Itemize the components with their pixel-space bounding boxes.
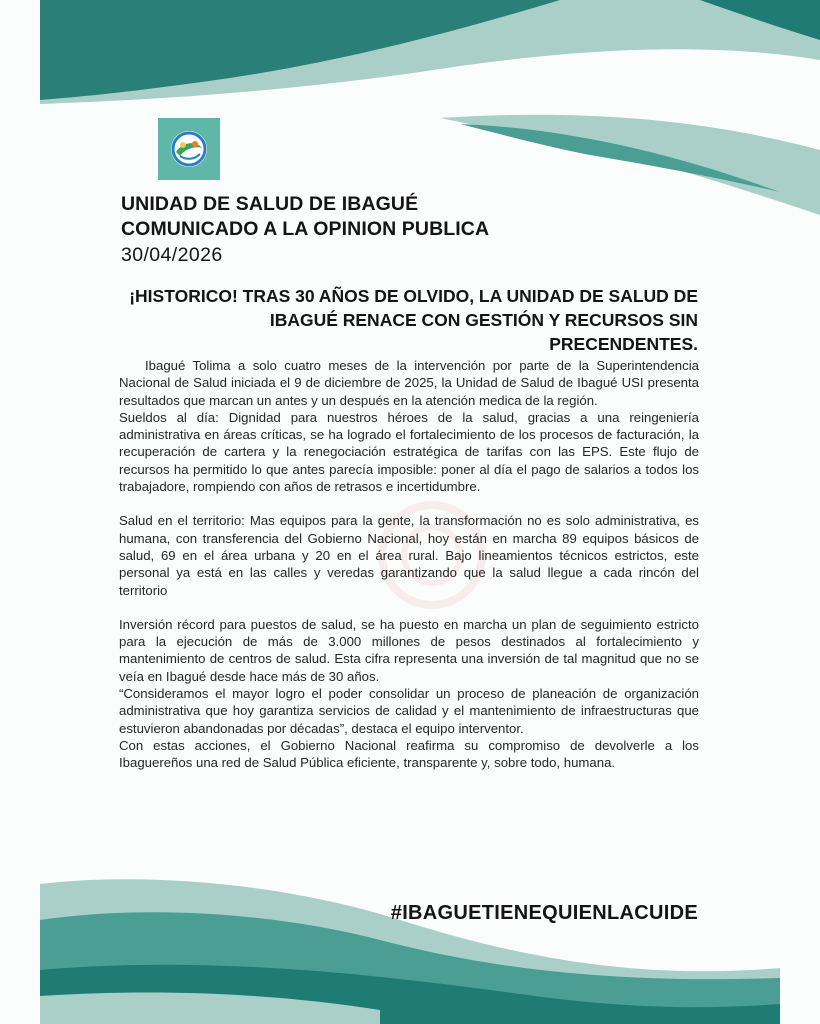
paragraph-salaries: Sueldos al día: Dignidad para nuestros héroes de la salud, gracias a una reingeniería administrativa en áreas críticas, se ha logrado el fortalecimiento de los procesos de facturación, la recuperación de cartera y la renegociación estratégica de tarifas con las EPS. Este flujo de recursos ha permitido lo que antes parecía imposible: poner al día el pago de salarios a todos los trabajadore, rompiendo con años de retrasos e incertidumbre.	[119, 409, 699, 495]
campaign-hashtag: #IBAGUETIENEQUIENLACUIDE	[390, 902, 698, 924]
body-text	[119, 357, 699, 772]
headline: ¡HISTORICO! TRAS 30 AÑOS DE OLVIDO, LA UNIDAD DE SALUD DE IBAGUÉ RENACE CON GESTIÓN Y RECURSOS SIN PRECENDENTES.	[129, 286, 698, 354]
paragraph-closing: Con estas acciones, el Gobierno Nacional reafirma su compromiso de devolverle a los Ibaguereños una red de Salud Pública eficiente, transparente y, sobre todo, humana.	[119, 737, 699, 771]
paragraph-intro: Ibagué Tolima a solo cuatro meses de la intervención por parte de la Superintendencia Nacional de Salud iniciada el 9 de diciembre de 2025, la Unidad de Salud de Ibagué USI presenta resultados que marcan un antes y un después en la atención medica de la región.	[119, 358, 699, 408]
document-date: 30/04/2026	[121, 244, 223, 266]
document-subtitle: COMUNICADO A LA OPINION PUBLICA	[121, 218, 490, 240]
ibague-health-logo-icon	[158, 118, 220, 180]
paragraph-quote: “Consideramos el mayor logro el poder consolidar un proceso de planeación de organización administrativa que hoy garantiza servicios de calidad y el mantenimiento de infraestructuras que estuvieron abandonadas por décadas”, destaca el equipo interventor.	[119, 686, 699, 736]
organization-name: UNIDAD DE SALUD DE IBAGUÉ	[121, 193, 419, 215]
bottom-wave-decoration	[0, 860, 820, 1024]
paragraph-territory: Salud en el territorio: Mas equipos para la gente, la transformación no es solo administrativa, es humana, con transferencia del Gobierno Nacional, hoy están en marcha 89 equipos básicos de salud, 69 en el área urbana y 20 en el área rural. Bajo lineamientos técnicos estrictos, este personal ya está en las calles y veredas garantizando que la salud llegue a cada rincón del territorio	[119, 513, 699, 598]
top-wave-decoration	[0, 0, 820, 215]
paragraph-investment: Inversión récord para puestos de salud, se ha puesto en marcha un plan de seguimiento estricto para la ejecución de más de 3.000 millones de pesos destinados al fortalecimiento y mantenimiento de centros de salud. Esta cifra representa una inversión de tal magnitud que no se veía en Ibagué desde hace más de 30 años.	[119, 616, 699, 684]
document-header	[121, 192, 621, 268]
